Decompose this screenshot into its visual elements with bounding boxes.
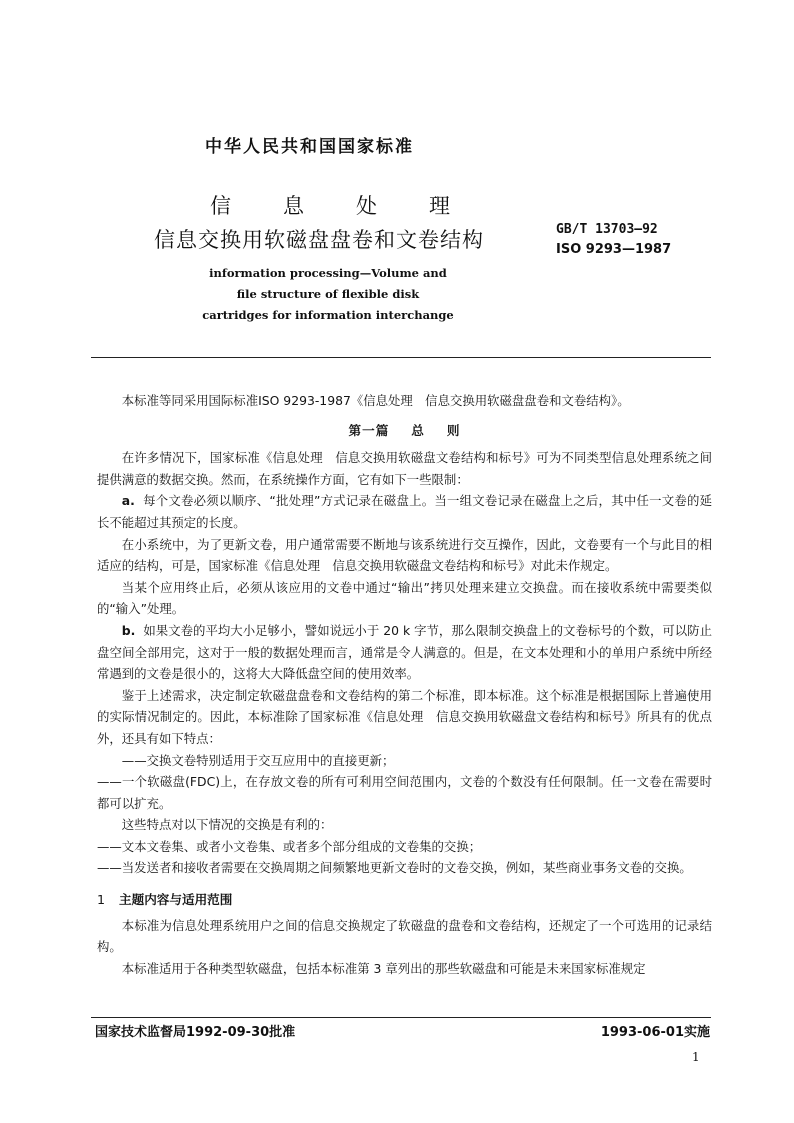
paragraph: 在许多情况下，国家标准《信息处理 信息交换用软磁盘文卷结构和标号》可为不同类型信息处理系统之间提供满意的数据交换。然而，在系统操作方面，它有如下一些限制：	[97, 450, 712, 487]
part-heading-number: 第一篇	[348, 422, 390, 438]
list-item-b	[97, 620, 712, 685]
section-heading	[97, 889, 712, 911]
header-divider	[91, 357, 711, 358]
iso-code: ISO 9293—1987	[556, 242, 672, 257]
page-number: 1	[692, 1050, 700, 1064]
part-heading-word-1: 总	[411, 422, 425, 438]
issuing-organization: 中华人民共和国国家标准	[205, 137, 414, 157]
paragraph: 这些特点对以下情况的交换是有利的：	[121, 817, 333, 833]
item-text: 如果文卷的平均大小足够小，譬如说远小于 20 k 字节，那么限制交换盘上的文卷标号的个数，可以防止盘空间全部用完，这对于一般的数据处理而言，通常是令人满意的。但是，在文本处理和小的单用户系统中所经常遇到的文卷是很小的，这将大大降低盘空间的使用效率。	[97, 622, 712, 682]
item-label: b.	[121, 622, 136, 638]
list-item-a	[97, 490, 712, 533]
part-heading-word-2: 则	[446, 422, 461, 438]
title-line-1: 信息处理	[210, 194, 502, 218]
dash-item: ——文本文卷集、或者小文卷集、或者多个部分组成的文卷集的交换；	[97, 838, 482, 854]
paragraph: 当某个应用终止后，必须从该应用的文卷中通过“输出”拷贝处理来建立交换盘。而在接收系统中需要类似的“输入”处理。	[97, 579, 712, 617]
dash-item: ——交换文卷特别适用于交互应用中的直接更新；	[121, 752, 395, 768]
approval-date: 国家技术监督局1992-09-30批准	[95, 1025, 296, 1040]
part-heading	[97, 420, 712, 442]
footer-divider	[91, 1017, 711, 1018]
standard-code: GB/T 13703—92	[556, 222, 658, 237]
paragraph: 在小系统中，为了更新文卷，用户通常需要不断地与该系统进行交互操作，因此，文卷要有一个与此目的相适应的结构，可是，国家标准《信息处理 信息交换用软磁盘文卷结构和标号》对此未作规定。	[97, 536, 712, 574]
paragraph: 鉴于上述需求，决定制定软磁盘盘卷和文卷结构的第二个标准，即本标准。这个标准是根据国际上普遍使用的实际情况制定的。因此，本标准除了国家标准《信息处理 信息交换用软磁盘文卷结构和标号》所具有的优点外，还具有如下特点：	[97, 687, 712, 746]
english-title-line: information processing—Volume and	[209, 266, 447, 280]
section-number: 1	[97, 892, 106, 908]
title-line-2: 信息交换用软磁盘盘卷和文卷结构	[154, 228, 484, 252]
document-body	[97, 390, 712, 979]
dash-item: ——一个软磁盘(FDC)上，在存放文卷的所有可利用空间范围内，文卷的个数没有任何限制。任一文卷在需要时都可以扩充。	[97, 774, 712, 811]
english-title-line: cartridges for information interchange	[202, 308, 454, 322]
paragraph: 本标准为信息处理系统用户之间的信息交换规定了软磁盘的盘卷和文卷结构，还规定了一个可选用的记录结构。	[97, 917, 712, 955]
dash-item: ——当发送者和接收者需要在交换周期之间频繁地更新文卷时的文卷交换，例如，某些商业事务文卷的交换。	[97, 860, 692, 876]
implementation-date: 1993-06-01实施	[600, 1025, 710, 1040]
section-title: 主题内容与适用范围	[119, 892, 233, 908]
paragraph: 本标准适用于各种类型软磁盘，包括本标准第 3 章列出的那些软磁盘和可能是未来国家标准规定	[121, 960, 646, 976]
item-text: 每个文卷必须以顺序、“批处理”方式记录在磁盘上。当一组文卷记录在磁盘上之后，其中任一文卷的延长不能超过其预定的长度。	[97, 493, 712, 530]
english-title	[150, 263, 506, 326]
item-label: a.	[121, 493, 135, 509]
english-title-line: file structure of flexible disk	[236, 287, 420, 301]
intro-paragraph: 本标准等同采用国际标准ISO 9293-1987《信息处理 信息交换用软磁盘盘卷和文卷结构》。	[121, 393, 630, 408]
